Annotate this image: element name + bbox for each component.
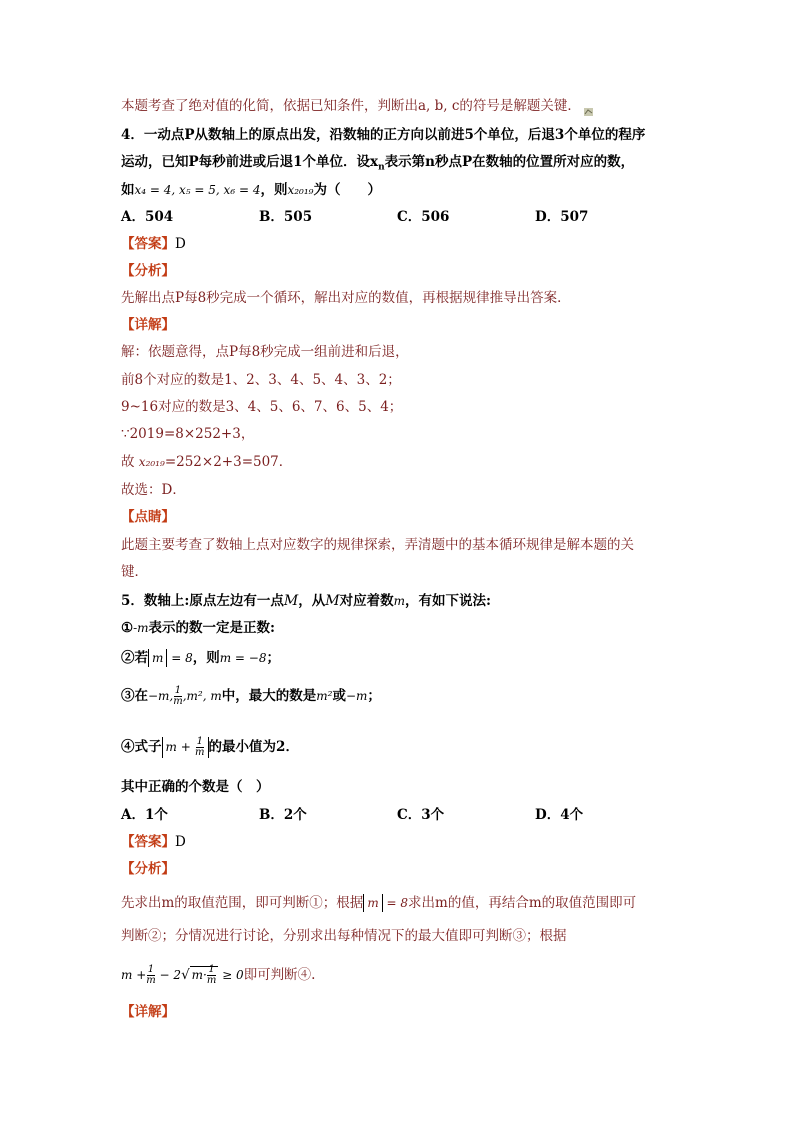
q5-analysis-tag: 【分析】 xyxy=(121,861,175,877)
q4-comment-line1: 此题主要考查了数轴上点对应数字的规律探索，弄清题中的基本循环规律是解本题的关 xyxy=(121,537,634,553)
q4-detail-tag: 【详解】 xyxy=(121,317,175,333)
q4-comment-line2: 键． xyxy=(121,564,148,580)
q4-line2: 运动，已知P每秒前进或后退1个单位．设$x_n$表示第n秒点P在数轴的位置所对应的数， xyxy=(121,154,635,173)
q5-statement-4: ④式子 m + $\frac{1}{m}$ 的最小值为2． xyxy=(121,736,299,758)
q4-option-a: A．504 xyxy=(121,209,174,225)
q4-detail-gu: 故 x₂₀₁₉=252×2+3=507． xyxy=(121,454,293,470)
q4-option-c: C．506 xyxy=(397,209,450,225)
q5-option-b: B．2个 xyxy=(259,807,307,823)
q5-option-a: A．1个 xyxy=(121,807,168,823)
q4-detail-line: ∵2019=8×252+3， xyxy=(121,426,255,442)
q5-statement-3: ③在−m, $\frac{1}{m}$ ,m², m中，最大的数是m²或−m； xyxy=(121,685,381,707)
q4-detail-line: 9~16对应的数是3、4、5、6、7、6、5、4； xyxy=(121,399,403,415)
q4-detail-line: 解：依题意得，点P每8秒完成一组前进和后退， xyxy=(121,344,409,360)
q4-option-b: B．505 xyxy=(259,209,313,225)
q4-option-d: D．507 xyxy=(535,209,589,225)
q5-option-d: D．4个 xyxy=(535,807,584,823)
q4-line1: 4．一动点P从数轴上的原点出发，沿数轴的正方向以前进5个单位，后退3个单位的程序 xyxy=(121,127,646,143)
q5-analysis-line2: 判断②；分情况进行讨论，分别求出每种情况下的最大值即可判断③；根据 xyxy=(121,928,567,944)
q5-statement-1: ①-m表示的数一定是正数: xyxy=(121,620,276,636)
q4-analysis-text: 先解出点P每8秒完成一个循环，解出对应的数值，再根据规律推导出答案． xyxy=(121,290,571,306)
q5-analysis-line1: 先求出m的取值范围，即可判断①；根据 m = 8求出m的值，再结合m的取值范围即可 xyxy=(121,895,637,911)
q4-answer: 【答案】D xyxy=(121,236,186,252)
intro-line: 本题考查了绝对值的化简，依据已知条件，判断出a, b, c的符号是解题关键． xyxy=(121,97,593,115)
q5-question: 其中正确的个数是（ ） xyxy=(121,779,270,795)
q4-comment-tag: 【点睛】 xyxy=(121,509,175,525)
q4-detail-choice: 故选：D． xyxy=(121,482,186,498)
q5-option-c: C．3个 xyxy=(397,807,445,823)
q4-detail-line: 前8个对应的数是1、2、3、4、5、4、3、2； xyxy=(121,372,401,388)
q5-line1: 5．数轴上:原点左边有一点M，从M对应着数m，有如下说法: xyxy=(121,593,491,609)
q5-detail-tag: 【详解】 xyxy=(121,1004,175,1020)
q4-analysis-tag: 【分析】 xyxy=(121,263,175,279)
q5-statement-2: ②若 m = 8，则m = −8； xyxy=(121,650,280,666)
mark-icon xyxy=(584,103,593,111)
q4-line3: 如x₄ = 4, x₅ = 5, x₆ = 4，则x₂₀₁₉为（ ） xyxy=(121,182,381,198)
q5-answer: 【答案】D xyxy=(121,834,186,850)
q5-analysis-line3: m + $\frac{1}{m}$ − 2√ m· $\frac{1}{m}$ ≥ 0即可判断④. xyxy=(121,964,316,986)
